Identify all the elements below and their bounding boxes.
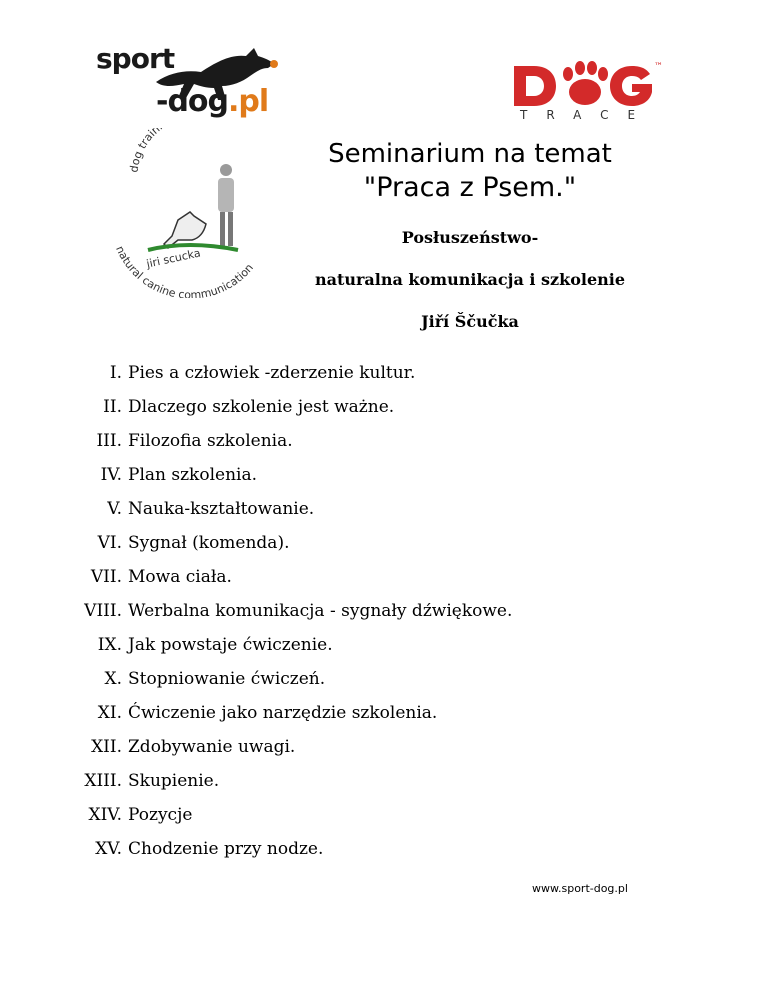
list-item-text: Plan szkolenia. <box>128 465 258 485</box>
list-item <box>60 668 512 702</box>
dog-training-center-logo <box>108 128 278 298</box>
list-item <box>60 736 512 770</box>
list-item-text: Skupienie. <box>128 771 220 791</box>
list-item <box>60 600 512 634</box>
list-item-number: XIII. <box>84 771 122 791</box>
list-item-text: Dlaczego szkolenie jest ważne. <box>128 397 395 417</box>
list-item-text: Stopniowanie ćwiczeń. <box>128 669 326 689</box>
list-item <box>60 804 512 838</box>
list-item-number: II. <box>103 397 122 417</box>
list-item-number: X. <box>104 669 122 689</box>
dog-trace-letters-icon <box>510 60 660 110</box>
page-title-line-1: Seminarium na temat <box>328 139 612 169</box>
sport-dog-logo <box>94 42 294 132</box>
list-item-text: Filozofia szkolenia. <box>128 431 293 451</box>
list-item-number: III. <box>96 431 122 451</box>
topic-list <box>60 362 512 872</box>
list-item <box>60 634 512 668</box>
list-item-number: IV. <box>100 465 122 485</box>
subtitle-line-1: Posłuszeństwo- <box>401 228 539 247</box>
list-item-number: XI. <box>97 703 122 723</box>
trainer-and-dog-icon <box>108 128 278 298</box>
footer-url[interactable]: www.sport-dog.pl <box>532 882 628 895</box>
list-item-text: Chodzenie przy nodze. <box>128 839 324 859</box>
list-item-text: Zdobywanie uwagi. <box>128 737 296 757</box>
list-item-text: Werbalna komunikacja - sygnały dźwiękowe. <box>128 601 513 621</box>
list-item <box>60 532 512 566</box>
list-item <box>60 566 512 600</box>
sport-dog-logo-text-top: sport <box>96 42 175 75</box>
list-item <box>60 498 512 532</box>
svg-text:dog training center: dog train <box>127 128 163 174</box>
list-item-text: Mowa ciała. <box>128 567 232 587</box>
dog-trace-logo <box>510 60 670 130</box>
list-item-number: I. <box>109 363 122 383</box>
list-item-text: Ćwiczenie jako narzędzie szkolenia. <box>128 703 438 723</box>
list-item-number: VII. <box>90 567 122 587</box>
list-item-number: V. <box>107 499 122 519</box>
list-item-text: Pies a człowiek -zderzenie kultur. <box>128 363 416 383</box>
list-item-text: Pozycje <box>128 805 193 825</box>
list-item-text: Jak powstaje ćwiczenie. <box>128 635 333 655</box>
list-item <box>60 396 512 430</box>
trademark-symbol: ™ <box>654 62 663 72</box>
list-item-text: Sygnał (komenda). <box>128 533 290 553</box>
list-item <box>60 362 512 396</box>
author-name: Jiří Ščučka <box>421 312 519 331</box>
list-item <box>60 770 512 804</box>
list-item-number: IX. <box>97 635 122 655</box>
list-item <box>60 702 512 736</box>
dog-trace-subtext: TRACE <box>520 108 655 122</box>
sport-dog-logo-text-bottom: -dog.pl <box>156 84 269 119</box>
list-item-number: XII. <box>91 737 122 757</box>
subtitle-line-2: naturalna komunikacja i szkolenie <box>314 270 626 289</box>
list-item-number: VI. <box>97 533 122 553</box>
svg-text:natural canine communication: natural canine communication <box>113 243 256 298</box>
list-item-number: XIV. <box>88 805 122 825</box>
list-item <box>60 464 512 498</box>
list-item-number: XV. <box>95 839 122 859</box>
list-item-text: Nauka-kształtowanie. <box>128 499 315 519</box>
page-title-line-2: "Praca z Psem." <box>363 172 577 203</box>
training-center-name: jiri scucka <box>145 246 202 271</box>
list-item <box>60 838 512 872</box>
list-item-number: VIII. <box>84 601 122 621</box>
list-item <box>60 430 512 464</box>
